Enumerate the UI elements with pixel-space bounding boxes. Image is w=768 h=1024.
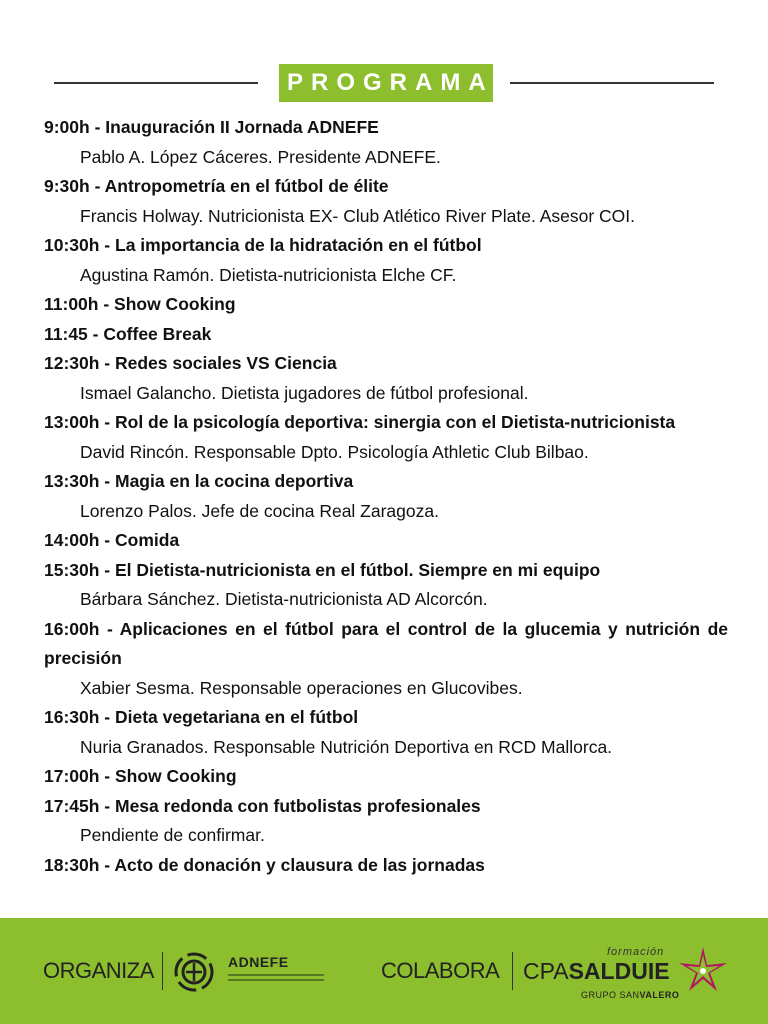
session-speaker: Pendiente de confirmar. (80, 825, 265, 845)
program-entry (44, 526, 728, 556)
program-entry (44, 113, 728, 172)
program-entry (44, 792, 728, 851)
session-speaker: Ismael Galancho. Dietista jugadores de fútbol profesional. (80, 382, 529, 403)
session-title: 12:30h - Redes sociales VS Ciencia (44, 353, 337, 373)
program-entry (44, 851, 728, 881)
session-speaker: Xabier Sesma. Responsable operaciones en Glucovibes. (80, 677, 523, 698)
colabora-label: COLABORA (381, 958, 500, 983)
program-entry (44, 172, 728, 231)
program-entry (44, 408, 728, 467)
session-speaker: Lorenzo Palos. Jefe de cocina Real Zaragoza. (80, 500, 439, 521)
cpa-salduie-name (523, 958, 670, 985)
program-entry (44, 703, 728, 762)
adnefe-name: ADNEFE (228, 954, 289, 970)
program-header (0, 64, 768, 102)
session-title: 9:30h - Antropometría en el fútbol de élite (44, 176, 389, 196)
program-entry (44, 467, 728, 526)
program-list (44, 113, 728, 880)
header-rule-left (54, 82, 258, 84)
valero-text: VALERO (639, 990, 680, 1000)
program-entry (44, 349, 728, 408)
grupo-san-text: GRUPO SAN (581, 990, 640, 1000)
adnefe-tagline-decoration (228, 974, 324, 986)
program-title: PROGRAMA (279, 64, 493, 102)
cpa-text: CPA (523, 958, 569, 984)
footer-divider (162, 952, 163, 990)
session-speaker: Pablo A. López Cáceres. Presidente ADNEFE. (80, 146, 441, 167)
session-title: 13:00h - Rol de la psicología deportiva: sinergia con el Dietista-nutricionista (44, 412, 676, 432)
session-title: 17:00h - Show Cooking (44, 766, 237, 786)
program-entry (44, 320, 728, 350)
session-title: 15:30h - El Dietista-nutricionista en el fútbol. Siempre en mi equipo (44, 559, 601, 580)
program-entry (44, 762, 728, 792)
session-title: 14:00h - Comida (44, 530, 180, 550)
session-title: 11:00h - Show Cooking (44, 294, 236, 314)
program-entry (44, 290, 728, 320)
session-speaker: Francis Holway. Nutricionista EX- Club Atlético River Plate. Asesor COI. (80, 205, 636, 226)
grupo-san-valero (581, 990, 679, 1000)
program-entry (44, 556, 728, 615)
session-speaker: Agustina Ramón. Dietista-nutricionista Elche CF. (80, 264, 457, 285)
salduie-text: SALDUIE (568, 958, 670, 984)
adnefe-logo-icon (172, 950, 216, 994)
session-title: 17:45h - Mesa redonda con futbolistas profesionales (44, 795, 481, 816)
session-title: 10:30h - La importancia de la hidratación en el fútbol (44, 235, 482, 255)
program-entry (44, 231, 728, 290)
salduie-star-icon (678, 946, 728, 996)
formacion-label: formación (607, 946, 665, 958)
session-speaker: David Rincón. Responsable Dpto. Psicología Athletic Club Bilbao. (80, 441, 589, 462)
session-title: 16:00h - Aplicaciones en el fútbol para el control de la glucemia y nutrición de precisión (44, 618, 728, 668)
session-title: 16:30h - Dieta vegetariana en el fútbol (44, 707, 359, 727)
footer (0, 918, 768, 1024)
session-title: 18:30h - Acto de donación y clausura de las jornadas (44, 854, 485, 875)
session-speaker: Bárbara Sánchez. Dietista-nutricionista AD Alcorcón. (80, 589, 488, 609)
session-title: 9:00h - Inauguración II Jornada ADNEFE (44, 117, 379, 137)
header-rule-right (510, 82, 714, 84)
footer-divider (512, 952, 513, 990)
program-entry (44, 615, 728, 704)
session-speaker: Nuria Granados. Responsable Nutrición Deportiva en RCD Mallorca. (80, 736, 613, 757)
organiza-label: ORGANIZA (43, 958, 154, 983)
session-title: 11:45 - Coffee Break (44, 323, 212, 344)
session-title: 13:30h - Magia en la cocina deportiva (44, 471, 354, 491)
